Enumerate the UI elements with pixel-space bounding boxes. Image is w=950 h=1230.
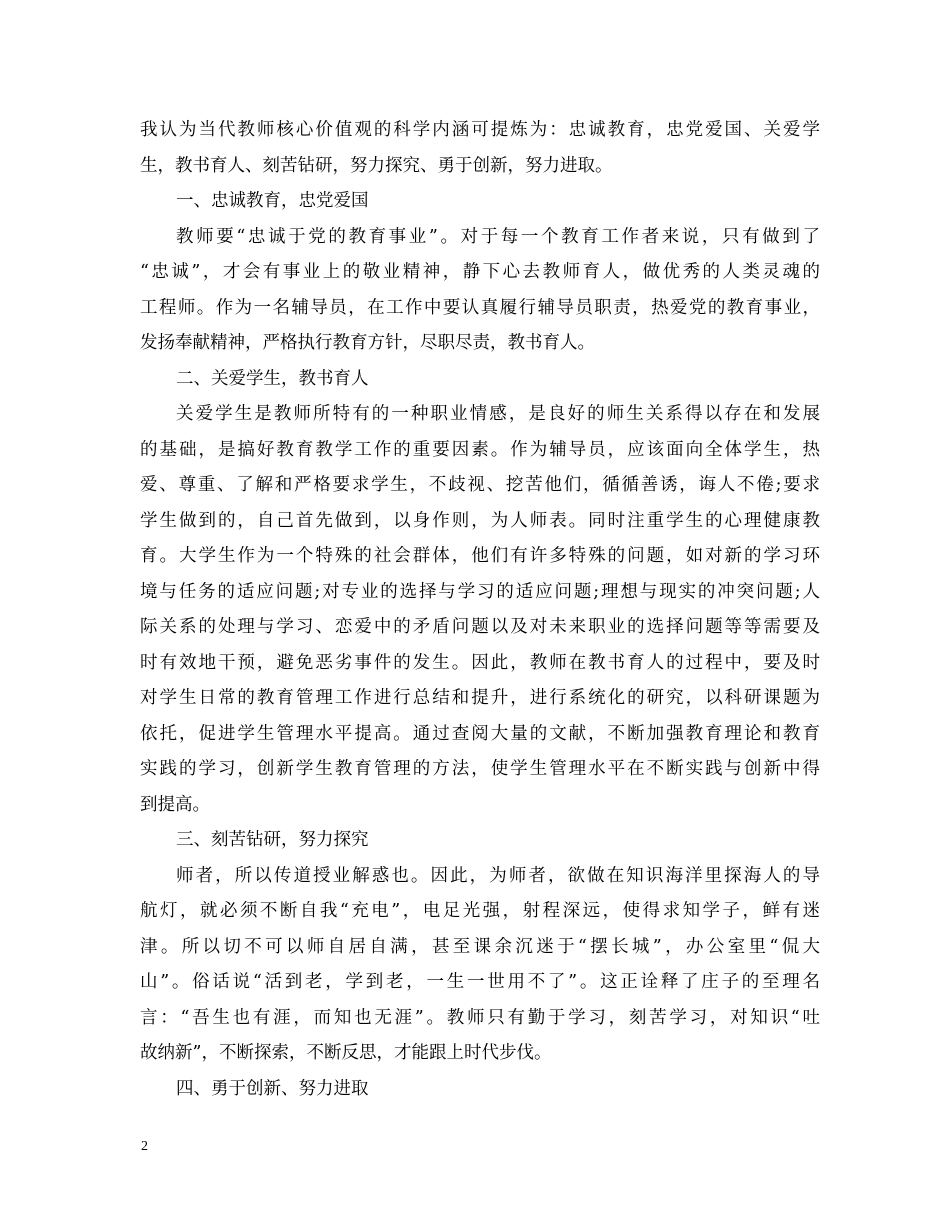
paragraph-line: 关爱学生是教师所特有的一种职业情感，是良好的师生关系得以存在和发展 <box>176 404 820 424</box>
paragraph-line: 育。大学生作为一个特殊的社会群体，他们有许多特殊的问题，如对新的学习环 <box>140 546 820 566</box>
paragraph-line: 时有效地干预，避免恶劣事件的发生。因此，教师在教书育人的过程中，要及时 <box>140 652 820 673</box>
paragraph-line: 的基础，是搞好教育教学工作的重要因素。作为辅导员，应该面向全体学生，热 <box>140 439 820 460</box>
paragraph-line: 爱、尊重、了解和严格要求学生，不歧视、挖苦他们，循循善诱，诲人不倦;要求 <box>140 475 820 495</box>
paragraph-line: 依托，促进学生管理水平提高。通过查阅大量的文献，不断加强教育理论和教育 <box>140 723 820 744</box>
paragraph-line: “忠诚”，才会有事业上的敬业精神，静下心去教师育人，做优秀的人类灵魂的 <box>140 262 820 282</box>
paragraph-line: 山”。俗话说“活到老，学到老，一生一世用不了”。这正诠释了庄子的至理名 <box>140 972 820 992</box>
paragraph-line: 师者，所以传道授业解惑也。因此，为师者，欲做在知识海洋里探海人的导 <box>176 865 820 886</box>
paragraph-line: 际关系的处理与学习、恋爱中的矛盾问题以及对未来职业的选择问题等等需要及 <box>140 617 820 637</box>
paragraph-line: 教师要“忠诚于党的教育事业”。对于每一个教育工作者来说，只有做到了 <box>176 226 820 247</box>
paragraph-line: 对学生日常的教育管理工作进行总结和提升，进行系统化的研究，以科研课题为 <box>140 688 820 708</box>
paragraph-line: 我认为当代教师核心价值观的科学内涵可提炼为：忠诚教育，忠党爱国、关爱学 <box>140 120 820 140</box>
paragraph-line: 发扬奉献精神，严格执行教育方针，尽职尽责，教书育人。 <box>140 333 595 353</box>
paragraph-line: 津。所以切不可以师自居自满，甚至课余沉迷于“摆长城”，办公室里“侃大 <box>140 936 820 957</box>
paragraph-line: 学生做到的，自己首先做到，以身作则，为人师表。同时注重学生的心理健康教 <box>140 510 820 531</box>
section-heading: 一、忠诚教育，忠党爱国 <box>176 191 369 211</box>
paragraph-line: 境与任务的适应问题;对专业的选择与学习的适应问题;理想与现实的冲突问题;人 <box>140 581 820 602</box>
section-heading: 二、关爱学生，教书育人 <box>176 368 369 389</box>
page-number: 2 <box>141 1139 148 1154</box>
section-heading: 三、刻苦钻研，努力探究 <box>176 830 369 850</box>
paragraph-line: 实践的学习，创新学生教育管理的方法，使学生管理水平在不断实践与创新中得 <box>140 759 820 779</box>
paragraph-line: 到提高。 <box>140 794 210 815</box>
document-body <box>140 113 820 1107</box>
paragraph-line: 故纳新”，不断探索，不断反思，才能跟上时代步伐。 <box>140 1043 552 1063</box>
paragraph-line: 工程师。作为一名辅导员，在工作中要认真履行辅导员职责，热爱党的教育事业， <box>140 297 820 318</box>
paragraph-line: 言：“吾生也有涯，而知也无涯”。教师只有勤于学习，刻苦学习，对知识“吐 <box>140 1007 820 1028</box>
paragraph-line: 生，教书育人、刻苦钻研，努力探究、勇于创新，努力进取。 <box>140 155 613 176</box>
paragraph-line: 航灯，就必须不断自我“充电”，电足光强，射程深远，使得求知学子，鲜有迷 <box>140 901 820 921</box>
section-heading: 四、勇于创新、努力进取 <box>176 1078 369 1099</box>
